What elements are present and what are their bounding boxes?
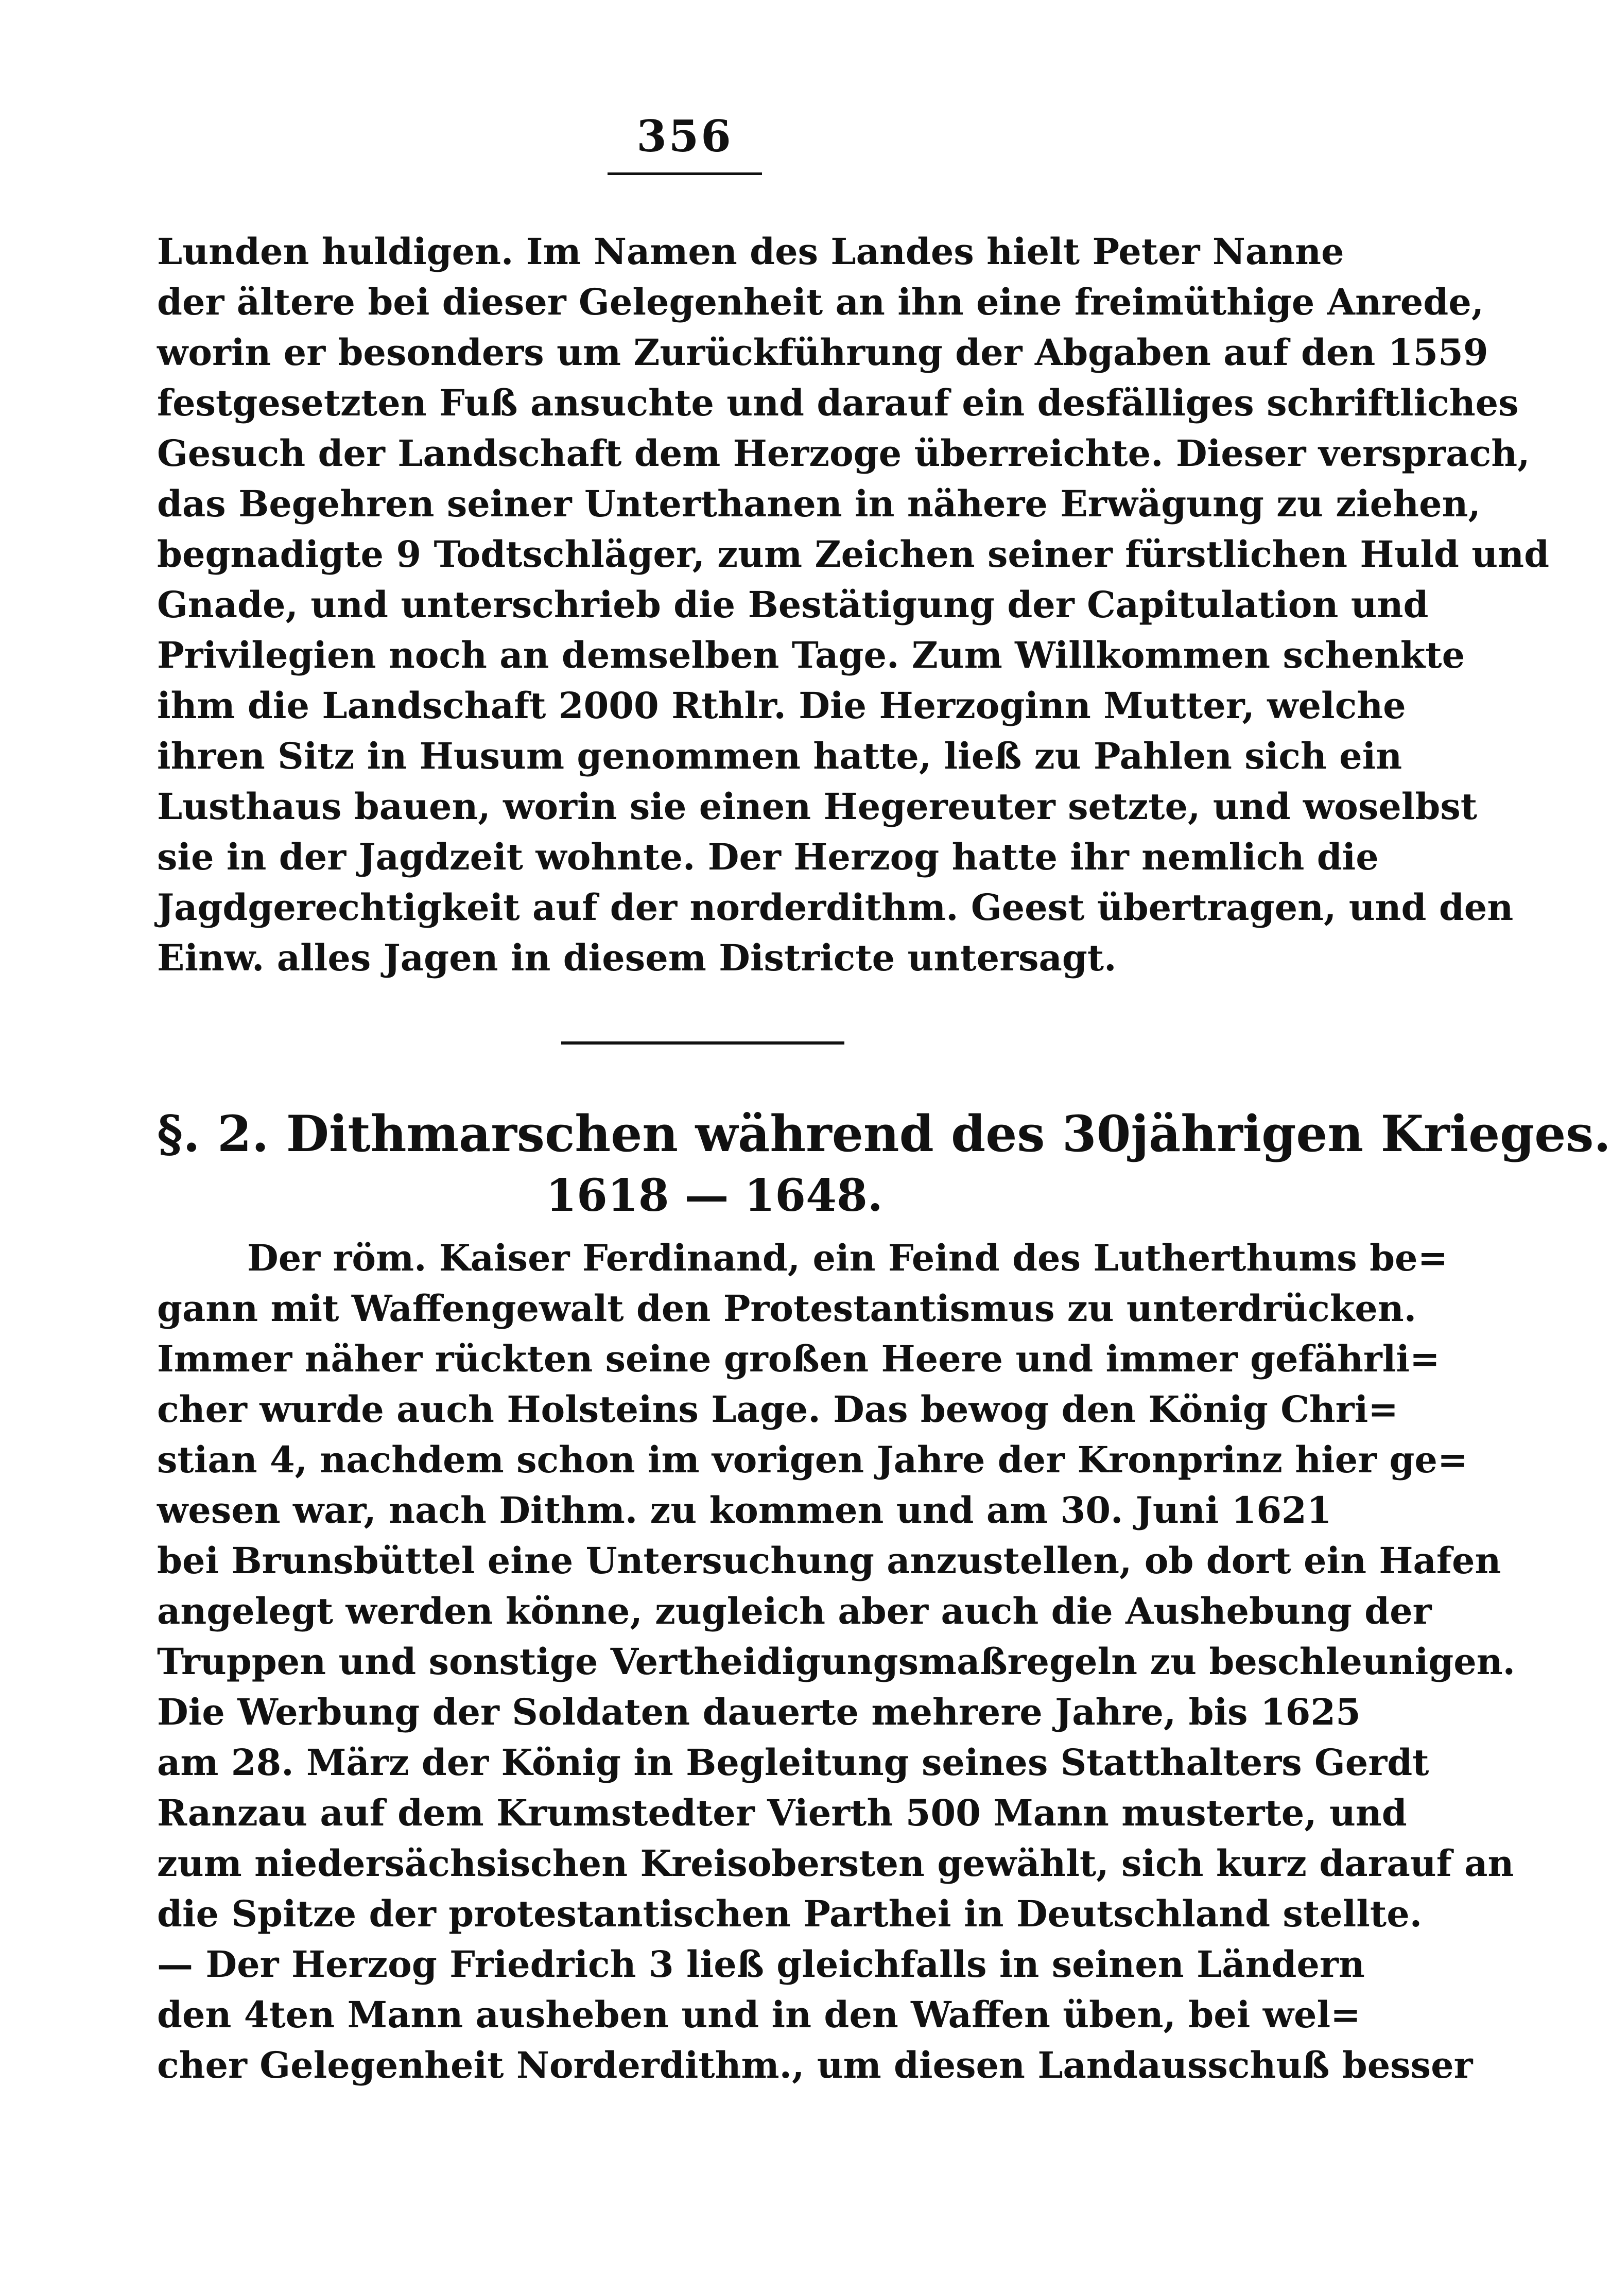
text-line: cher wurde auch Holsteins Lage. Das bewog den König Chri=: [157, 1388, 1398, 1431]
text-line: den 4ten Mann ausheben und in den Waffen üben, bei wel=: [157, 1993, 1361, 2036]
text-line: wesen war, nach Dithm. zu kommen und am 30. Juni 1621: [157, 1489, 1332, 1532]
section-years: 1618 — 1648.: [546, 1170, 883, 1222]
text-line: begnadigte 9 Todtschläger, zum Zeichen seiner fürstlichen Huld und: [157, 533, 1550, 576]
header-rule: [608, 172, 762, 175]
text-line: der ältere bei dieser Gelegenheit an ihn eine freimüthige Anrede,: [157, 281, 1484, 323]
text-line: Gesuch der Landschaft dem Herzoge überreichte. Dieser versprach,: [157, 432, 1530, 475]
text-line: Lunden huldigen. Im Namen des Landes hielt Peter Nanne: [157, 230, 1344, 273]
text-line: cher Gelegenheit Norderdithm., um diesen Landausschuß besser: [157, 2044, 1473, 2086]
text-line: Immer näher rückten seine großen Heere und immer gefährli=: [157, 1337, 1440, 1380]
section-heading: §. 2. Dithmarschen während des 30jährigen Krieges.: [157, 1105, 1611, 1163]
paragraph-2: [157, 1233, 1516, 2091]
paragraph-1: [157, 227, 1550, 983]
text-line: worin er besonders um Zurückführung der Abgaben auf den 1559: [157, 331, 1488, 374]
text-line: Privilegien noch an demselben Tage. Zum Willkommen schenkte: [157, 634, 1465, 676]
section-divider: [561, 1041, 844, 1045]
text-line: Ranzau auf dem Krumstedter Vierth 500 Mann musterte, und: [157, 1791, 1407, 1834]
text-line: angelegt werden könne, zugleich aber auch die Aushebung der: [157, 1590, 1432, 1632]
text-line: am 28. März der König in Begleitung seines Statthalters Gerdt: [157, 1741, 1429, 1784]
text-line: Die Werbung der Soldaten dauerte mehrere Jahre, bis 1625: [157, 1691, 1361, 1733]
text-line: Truppen und sonstige Vertheidigungsmaßregeln zu beschleunigen.: [157, 1640, 1516, 1683]
text-line: Jagdgerechtigkeit auf der norderdithm. Geest übertragen, und den: [157, 886, 1514, 929]
text-line: ihren Sitz in Husum genommen hatte, ließ zu Pahlen sich ein: [157, 735, 1402, 777]
text-line: bei Brunsbüttel eine Untersuchung anzustellen, ob dort ein Hafen: [157, 1539, 1501, 1582]
text-line: sie in der Jagdzeit wohnte. Der Herzog hatte ihr nemlich die: [157, 836, 1379, 878]
text-line: Der röm. Kaiser Ferdinand, ein Feind des Lutherthums be=: [247, 1237, 1448, 1279]
text-line: die Spitze der protestantischen Parthei in Deutschland stellte.: [157, 1892, 1423, 1935]
text-line: — Der Herzog Friedrich 3 ließ gleichfalls in seinen Ländern: [157, 1943, 1365, 1986]
page-number: 356: [636, 111, 733, 162]
text-line: stian 4, nachdem schon im vorigen Jahre der Kronprinz hier ge=: [157, 1438, 1468, 1481]
text-line: Lusthaus bauen, worin sie einen Hegereuter setzte, und woselbst: [157, 785, 1478, 828]
text-line: ihm die Landschaft 2000 Rthlr. Die Herzoginn Mutter, welche: [157, 684, 1406, 727]
text-line: gann mit Waffengewalt den Protestantismus zu unterdrücken.: [157, 1287, 1417, 1330]
text-line: festgesetzten Fuß ansuchte und darauf ein desfälliges schriftliches: [157, 381, 1519, 424]
text-line: das Begehren seiner Unterthanen in nähere Erwägung zu ziehen,: [157, 482, 1481, 525]
text-line: Einw. alles Jagen in diesem Districte untersagt.: [157, 936, 1117, 979]
text-line: zum niedersächsischen Kreisobersten gewählt, sich kurz darauf an: [157, 1842, 1514, 1885]
text-line: Gnade, und unterschrieb die Bestätigung der Capitulation und: [157, 583, 1429, 626]
